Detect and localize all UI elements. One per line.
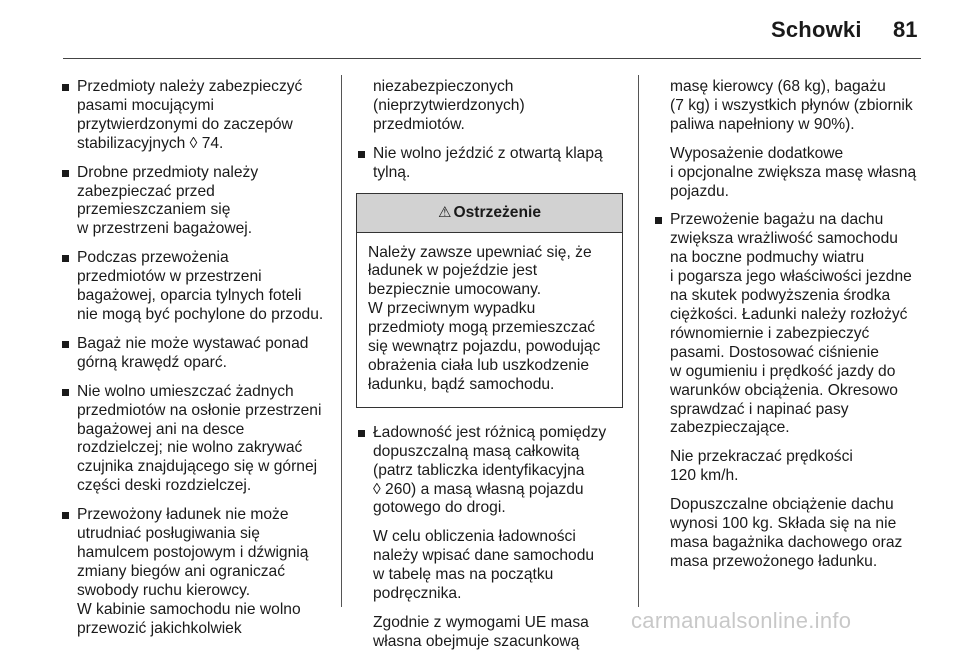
text-line: bezpiecznie umocowany. (368, 281, 542, 299)
text-line: w przestrzeni bagażowej. (77, 220, 253, 238)
header-rule (63, 58, 921, 59)
text-line: gotowego do drogi. (373, 499, 506, 517)
text-line: bagażowej ani na desce (77, 420, 245, 438)
text-line: się wewnątrz pojazdu, powodując (368, 338, 601, 356)
text-line: należy wpisać dane samochodu (373, 547, 595, 565)
warning-header (357, 194, 622, 233)
text-line: hamulcem postojowym i dźwignią (77, 543, 309, 561)
text-line: przedmiotów na osłonie przestrzeni (77, 401, 322, 419)
text-line: przedmioty mogą przemieszczać (368, 319, 596, 337)
column-3 (653, 78, 928, 582)
text-line: Wyposażenie dodatkowe (670, 144, 844, 162)
text-line: na boczne podmuchy wiatru (670, 249, 865, 267)
text-line: pojazdu. (670, 182, 729, 200)
text-line: obrażenia ciała lub uszkodzenie (368, 356, 590, 374)
page-title: Schowki (771, 17, 862, 42)
text-line: w tabelę mas na początku (373, 566, 554, 584)
text-line: masa przewożonego ładunku. (670, 552, 878, 570)
paragraph (670, 145, 928, 202)
text-line: Drobne przedmioty należy (77, 163, 259, 181)
warning-title: Ostrzeżenie (453, 203, 541, 221)
text-line: tylną. (373, 163, 411, 181)
text-line: pasami. Dostosować ciśnienie (670, 343, 879, 361)
paragraph (373, 528, 624, 604)
text-line: Nie wolno umieszczać żadnych (77, 382, 294, 400)
bullet-item (356, 424, 624, 652)
text-line: podręcznika. (373, 585, 462, 603)
text-line: Bagaż nie może wystawać ponad (77, 334, 309, 352)
bullet-item (356, 145, 624, 183)
bullet-item (60, 164, 328, 240)
text-line: masa bagażnika dachowego oraz (670, 533, 903, 551)
text-line: (patrz tabliczka identyfikacyjna (373, 461, 585, 479)
text-line: wynosi 100 kg. Składa się na nie (670, 515, 897, 533)
warning-box (356, 193, 623, 408)
text-line: w ogumieniu i prędkość jazdy do (670, 362, 896, 380)
text-line: przedmiotów. (373, 115, 465, 133)
text-line: stabilizacyjnych ◊ 74. (77, 134, 224, 152)
text-line: masę kierowcy (68 kg), bagażu (670, 78, 886, 95)
bullet-continuation (356, 78, 624, 135)
text-line: zwiększa wrażliwość samochodu (670, 230, 898, 248)
bullet-item (60, 335, 328, 373)
text-line: nie mogą być pochylone do przodu. (77, 305, 324, 323)
column-divider (341, 75, 342, 607)
text-line: W kabinie samochodu nie wolno (77, 600, 301, 618)
text-line: Dopuszczalne obciążenie dachu (670, 496, 894, 514)
text-line: Ładowność jest różnicą pomiędzy (373, 423, 607, 441)
text-line: zmiany biegów ani ograniczać (77, 562, 286, 580)
text-line: rozdzielczej; nie wolno zakrywać (77, 439, 303, 457)
paragraph (670, 211, 928, 438)
text-line: W celu obliczenia ładowności (373, 528, 576, 546)
text-line: utrudniać posługiwania się (77, 525, 260, 543)
text-line: Zgodnie z wymogami UE masa (373, 613, 589, 631)
text-line: przewozić jakichkolwiek (77, 619, 242, 637)
text-line: czujnika znajdującego się w górnej (77, 458, 318, 476)
text-line: części deski rozdzielczej. (77, 477, 252, 495)
text-line: zabezpieczające. (670, 419, 790, 437)
text-line: pasami mocującymi (77, 96, 214, 114)
text-line: bagażowej, oparcia tylnych foteli (77, 287, 302, 305)
text-line: Nie przekraczać prędkości (670, 448, 853, 466)
text-line: i opcjonalne zwiększa masę własną (670, 163, 917, 181)
bullet-item (60, 506, 328, 638)
bullet-item (60, 78, 328, 154)
warning-icon: ⚠ (438, 203, 452, 221)
text-line: (nieprzytwierdzonych) (373, 96, 525, 114)
page-number: 81 (893, 17, 918, 42)
text-line: niezabezpieczonych (373, 78, 514, 95)
text-line: 120 km/h. (670, 467, 739, 485)
warning-text (357, 233, 622, 407)
watermark: carmanualsonline.info (631, 608, 852, 633)
bullet-item (653, 211, 928, 571)
text-line: i pogarsza jego właściwości jezdne (670, 268, 912, 286)
text-line: przytwierdzonymi do zaczepów (77, 115, 293, 133)
text-line: ◊ 260) a masą własną pojazdu (373, 480, 584, 498)
paragraph (373, 424, 624, 519)
text-line: na skutek podwyższenia środka (670, 287, 891, 305)
paragraph (670, 78, 928, 135)
text-line: własna obejmuje szacunkową (373, 632, 580, 650)
text-line: Przewożony ładunek nie może (77, 506, 289, 524)
text-line: ładunku, bądź samochodu. (368, 375, 555, 393)
text-line: Podczas przewożenia (77, 249, 229, 267)
text-line: Przewożenie bagażu na dachu (670, 211, 884, 229)
bullet-continuation (653, 78, 928, 201)
bullet-item (60, 249, 328, 325)
text-line: sprawdzać i napinać pasy (670, 400, 849, 418)
text-line: paliwa napełniony w 90%). (670, 115, 855, 133)
text-line: dopuszczalną masą całkowitą (373, 442, 580, 460)
text-line: swobody ruchu kierowcy. (77, 581, 251, 599)
column-2 (356, 78, 624, 662)
text-line: warunków obciążenia. Okresowo (670, 381, 898, 399)
text-line: ciężkości. Ładunki należy rozłożyć (670, 305, 908, 323)
paragraph (670, 496, 928, 572)
text-line: równomiernie i zabezpieczyć (670, 324, 870, 342)
column-1 (60, 78, 328, 648)
bullet-item (60, 383, 328, 496)
column-divider (638, 75, 639, 607)
text-line: Należy zawsze upewniać się, że (368, 243, 592, 261)
paragraph (670, 448, 928, 486)
text-line: Przedmioty należy zabezpieczyć (77, 78, 303, 95)
text-line: (7 kg) i wszystkich płynów (zbiornik (670, 96, 913, 114)
text-line: górną krawędź oparć. (77, 353, 227, 371)
text-line: Nie wolno jeździć z otwartą klapą (373, 144, 603, 162)
paragraph (373, 614, 624, 652)
text-line: W przeciwnym wypadku (368, 300, 536, 318)
text-line: ładunek w pojeździe jest (368, 262, 538, 280)
text-line: zabezpieczać przed (77, 182, 215, 200)
text-line: przemieszczaniem się (77, 201, 231, 219)
text-line: przedmiotów w przestrzeni (77, 268, 262, 286)
